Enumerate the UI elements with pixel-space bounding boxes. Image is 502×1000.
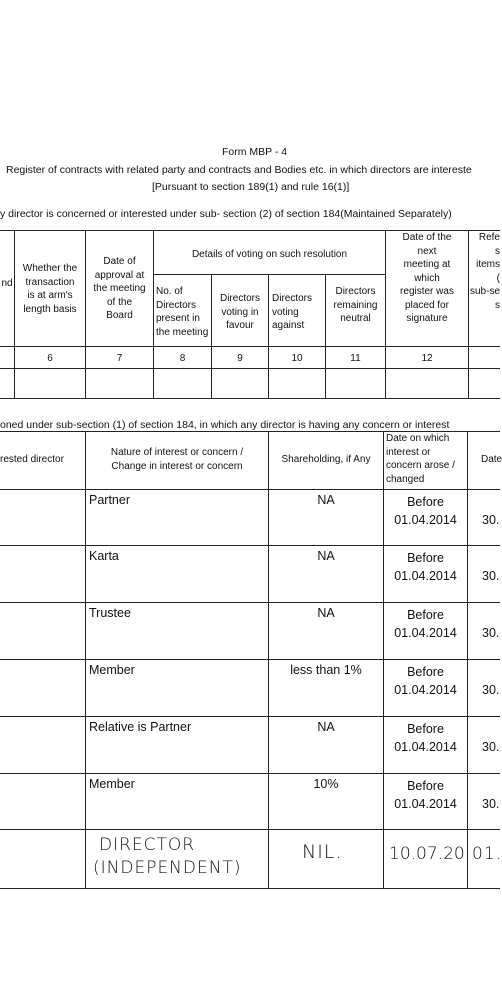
shareholding-cell: NA <box>317 549 335 563</box>
date-cell: 30. <box>482 626 500 640</box>
nature-cell: Member <box>89 777 135 791</box>
col-header-director: rested director <box>0 454 64 465</box>
shareholding-cell: NA <box>317 720 335 734</box>
shareholding-cell: NA <box>317 493 335 507</box>
col-header-arms-length: Whether the transaction is at arm's length basis <box>22 263 78 315</box>
col-header-voting-favour: Directors voting in favour <box>219 293 260 331</box>
shareholding-cell: 10% <box>313 777 339 791</box>
date-cell: 30. <box>482 683 500 697</box>
date-arose-cell: Before 01.04.2014 <box>394 495 457 527</box>
nature-cell: Relative is Partner <box>89 720 192 734</box>
handwritten-nature: DIRECTOR (INDEPENDENT) <box>93 835 242 878</box>
col-header-reference: Refe s items ( sub-se s <box>469 232 500 311</box>
date-arose-cell: Before 01.04.2014 <box>394 608 457 640</box>
handwritten-shareholding: NIL. <box>302 841 343 863</box>
handwritten-date: 01. <box>472 844 502 864</box>
nature-cell: Trustee <box>89 606 131 620</box>
col-number: 10 <box>291 353 303 364</box>
shareholding-cell: NA <box>317 606 335 620</box>
col-number: 7 <box>116 353 123 364</box>
form-subtitle: Register of contracts with related party and contracts and Bodies etc. in which directors are intereste <box>6 164 472 176</box>
col-header-voting-against: Directors voting against <box>272 293 313 331</box>
col-header-date-approval: Date of approval at the meeting of the Board <box>93 256 146 321</box>
date-arose-cell: Before 01.04.2014 <box>394 722 457 754</box>
col-number: 8 <box>179 353 186 364</box>
col-header-voting-group: Details of voting on such resolution <box>191 249 348 260</box>
col-header-nature: Nature of interest or concern / Change in interest or concern <box>110 447 244 472</box>
col-number: 12 <box>421 353 433 364</box>
handwritten-date-arose: 10.07.20 <box>389 844 465 864</box>
col-header-next-meeting: Date of the next meeting at which register was placed for signature <box>400 232 454 324</box>
nature-cell: Member <box>89 663 135 677</box>
date-cell: 30. <box>482 569 500 583</box>
date-arose-cell: Before 01.04.2014 <box>394 551 457 583</box>
col-header-nd: nd <box>1 278 13 289</box>
col-number: 9 <box>237 353 243 364</box>
col-header-no-directors: No. of Directors present in the meeting <box>156 286 209 338</box>
col-header-remaining-neutral: Directors remaining neutral <box>333 286 378 324</box>
date-cell: 30. <box>482 513 500 527</box>
col-number: 6 <box>47 353 53 364</box>
form-title: Form MBP - 4 <box>222 146 288 158</box>
date-cell: 30. <box>482 740 500 754</box>
col-number: 11 <box>350 353 361 364</box>
nature-cell: Karta <box>89 549 119 563</box>
form-pursuant: [Pursuant to section 189(1) and rule 16(1)] <box>152 181 350 193</box>
col-header-date-arose: Date on which interest or concern arose / changed <box>386 433 455 485</box>
part-a-caption: y director is concerned or interested under sub- section (2) of section 184(Maintained Separately) <box>0 208 452 220</box>
date-arose-cell: Before 01.04.2014 <box>394 665 457 697</box>
col-header-date: Date <box>481 454 502 465</box>
part-b-caption: oned under sub-section (1) of section 184, in which any director is having any concern or interest <box>0 419 450 431</box>
date-cell: 30. <box>482 797 500 811</box>
date-arose-cell: Before 01.04.2014 <box>394 779 457 811</box>
shareholding-cell: less than 1% <box>290 663 362 677</box>
nature-cell: Partner <box>89 493 130 507</box>
col-header-shareholding: Shareholding, if Any <box>281 454 371 465</box>
